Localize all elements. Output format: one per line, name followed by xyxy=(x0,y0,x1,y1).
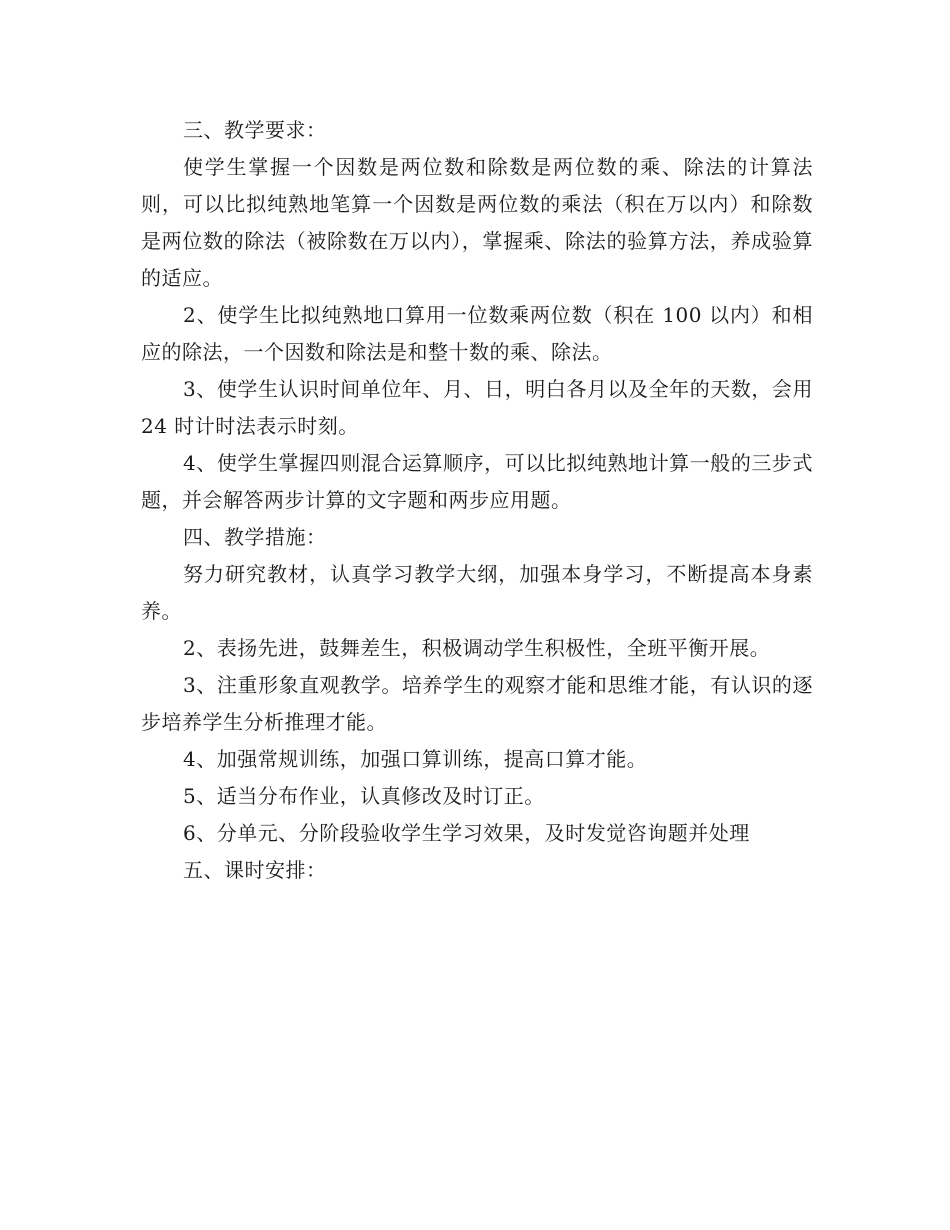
paragraph: 4、使学生掌握四则混合运算顺序，可以比拟纯熟地计算一般的三步式题，并会解答两步计算的文字题和两步应用题。 xyxy=(141,451,813,512)
paragraph: 5、适当分布作业，认真修改及时订正。 xyxy=(183,784,545,808)
paragraph: 使学生掌握一个因数是两位数和除数是两位数的乘、除法的计算法则，可以比拟纯熟地笔算一个因数是两位数的乘法（积在万以内）和除数是两位数的除法（被除数在万以内），掌握乘、除法的验算方法，养成验算的适应。 xyxy=(141,155,813,290)
paragraph: 6、分单元、分阶段验收学生学习效果，及时发觉咨询题并处理 xyxy=(183,821,750,845)
section-heading-requirements: 三、教学要求： xyxy=(183,118,327,142)
section-heading-measures: 四、教学措施： xyxy=(183,525,327,549)
paragraph: 4、加强常规训练，加强口算训练，提高口算才能。 xyxy=(183,747,648,771)
paragraph: 3、注重形象直观教学。培养学生的观察才能和思维才能，有认识的逐步培养学生分析推理才能。 xyxy=(141,673,813,734)
paragraph: 3、使学生认识时间单位年、月、日，明白各月以及全年的天数，会用 24 时计时法表示时刻。 xyxy=(141,377,813,438)
section-heading-schedule: 五、课时安排： xyxy=(183,858,327,882)
paragraph: 努力研究教材，认真学习教学大纲，加强本身学习，不断提高本身素养。 xyxy=(141,562,813,623)
document-body xyxy=(141,112,813,889)
paragraph: 2、表扬先进，鼓舞差生，积极调动学生积极性，全班平衡开展。 xyxy=(183,636,771,660)
paragraph: 2、使学生比拟纯熟地口算用一位数乘两位数（积在 100 以内）和相应的除法，一个因数和除法是和整十数的乘、除法。 xyxy=(141,303,813,364)
